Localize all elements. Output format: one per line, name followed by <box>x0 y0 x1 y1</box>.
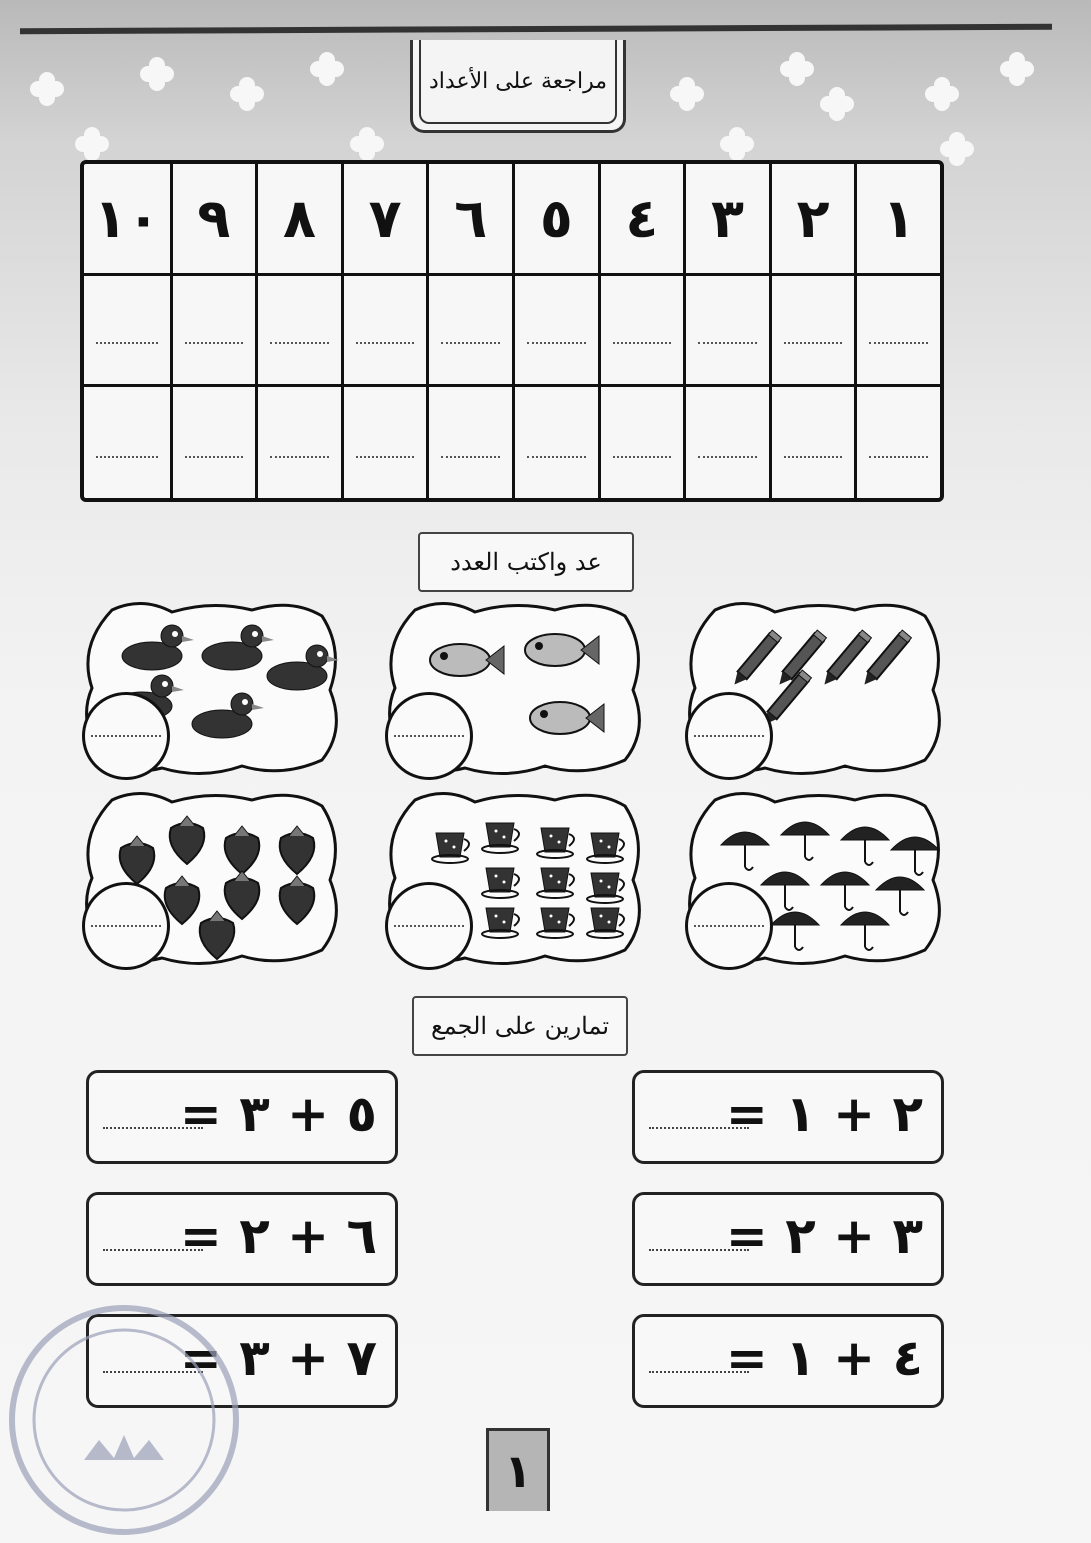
count-group-fish <box>385 600 645 778</box>
answer-circle[interactable] <box>385 882 473 970</box>
flower-icon <box>670 77 704 111</box>
write-cell[interactable] <box>683 276 769 387</box>
digit-cell <box>84 164 170 276</box>
addition-equation <box>86 1192 398 1286</box>
addition-section-title: تمارين على الجمع <box>412 996 628 1056</box>
write-cell[interactable] <box>769 387 855 498</box>
write-cell[interactable] <box>170 387 256 498</box>
flower-icon <box>230 77 264 111</box>
write-cell[interactable] <box>512 276 598 387</box>
flower-icon <box>140 57 174 91</box>
answer-circle[interactable] <box>685 692 773 780</box>
digit-label: ٩ <box>197 187 231 250</box>
answer-circle[interactable] <box>82 882 170 970</box>
flower-icon <box>925 77 959 111</box>
digit-cell <box>341 164 427 276</box>
digit-label: ٤ <box>625 187 659 250</box>
count-group-umbrellas <box>685 790 945 968</box>
digit-cell <box>598 164 684 276</box>
digit-label: ٥ <box>539 187 573 250</box>
answer-blank[interactable] <box>103 1127 203 1129</box>
digit-label: ٨ <box>283 187 316 250</box>
answer-circle[interactable] <box>685 882 773 970</box>
digit-label: ١٠ <box>93 187 160 250</box>
flower-icon <box>780 52 814 86</box>
addition-equation <box>632 1314 944 1408</box>
write-cell[interactable] <box>598 387 684 498</box>
write-cell[interactable] <box>426 276 512 387</box>
write-cell[interactable] <box>854 387 940 498</box>
write-cell[interactable] <box>84 387 170 498</box>
write-cell[interactable] <box>255 387 341 498</box>
equation-text: ٤ + ١ = <box>725 1329 923 1387</box>
watermark-stamp <box>4 1300 244 1540</box>
equation-text: ٢ + ١ = <box>725 1085 923 1143</box>
digit-label: ٢ <box>796 187 830 250</box>
write-cell[interactable] <box>341 276 427 387</box>
answer-circle[interactable] <box>82 692 170 780</box>
title-tab <box>410 40 626 133</box>
digit-label: ٣ <box>711 187 744 250</box>
equation-text: ٦ + ٢ = <box>179 1207 377 1265</box>
write-cell[interactable] <box>84 276 170 387</box>
write-cell[interactable] <box>854 276 940 387</box>
count-group-cups <box>385 790 645 968</box>
answer-blank[interactable] <box>103 1249 203 1251</box>
digit-label: ٦ <box>454 187 488 250</box>
digit-cell <box>426 164 512 276</box>
addition-equation <box>86 1070 398 1164</box>
digit-cell <box>512 164 598 276</box>
write-cell[interactable] <box>341 387 427 498</box>
write-cell[interactable] <box>683 387 769 498</box>
page-title: مراجعة على الأعداد <box>419 40 617 124</box>
write-cell[interactable] <box>598 276 684 387</box>
write-cell[interactable] <box>769 276 855 387</box>
digit-cell <box>683 164 769 276</box>
addition-equation <box>632 1192 944 1286</box>
flower-icon <box>820 87 854 121</box>
count-section-title: عد واكتب العدد <box>418 532 634 592</box>
flower-icon <box>940 132 974 166</box>
answer-blank[interactable] <box>649 1127 749 1129</box>
crown-icon <box>84 1435 164 1460</box>
page-number: ١ <box>486 1428 550 1511</box>
flower-icon <box>720 127 754 161</box>
flower-icon <box>30 72 64 106</box>
addition-equation <box>632 1070 944 1164</box>
digit-cell <box>854 164 940 276</box>
equation-text: ٣ + ٢ = <box>725 1207 923 1265</box>
number-table <box>80 160 944 502</box>
flower-icon <box>1000 52 1034 86</box>
flower-icon <box>310 52 344 86</box>
answer-blank[interactable] <box>649 1249 749 1251</box>
count-group-ducks <box>82 600 342 778</box>
write-cell[interactable] <box>512 387 598 498</box>
answer-circle[interactable] <box>385 692 473 780</box>
write-cell[interactable] <box>255 276 341 387</box>
answer-blank[interactable] <box>649 1371 749 1373</box>
digit-label: ٧ <box>368 187 402 250</box>
write-cell[interactable] <box>170 276 256 387</box>
equation-text: ٥ + ٣ = <box>179 1085 377 1143</box>
flower-icon <box>75 127 109 161</box>
digit-cell <box>170 164 256 276</box>
digit-cell <box>769 164 855 276</box>
count-group-strawberries <box>82 790 342 968</box>
digit-label: ١ <box>882 187 916 250</box>
equation-text: ٧ + ٣ = <box>179 1329 377 1387</box>
count-group-pencils <box>685 600 945 778</box>
digit-cell <box>255 164 341 276</box>
flower-icon <box>350 127 384 161</box>
write-cell[interactable] <box>426 387 512 498</box>
